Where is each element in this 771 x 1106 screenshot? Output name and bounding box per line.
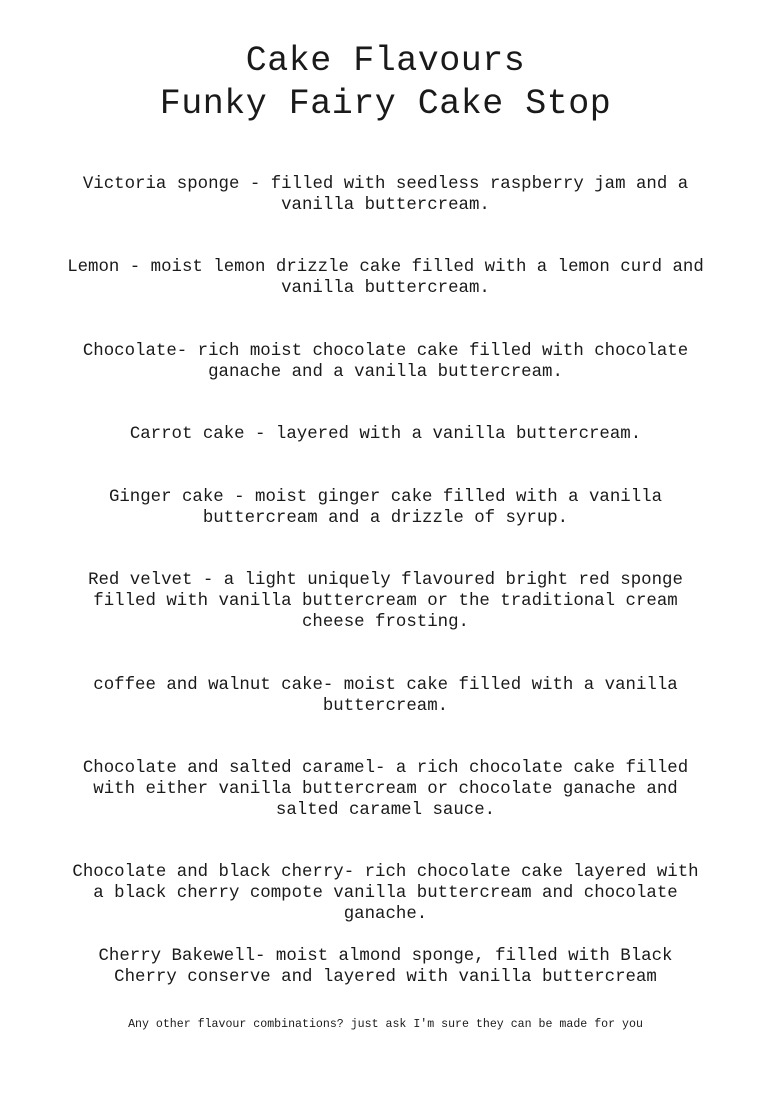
flavour-chocolate-black-cherry: Chocolate and black cherry- rich chocolate cake layered with a black cherry compote vanilla buttercream and chocolate ganache. — [72, 863, 699, 924]
flavour-cherry-bakewell: Cherry Bakewell- moist almond sponge, filled with Black Cherry conserve and layered with vanilla buttercream — [98, 947, 673, 987]
flavour-chocolate: Chocolate- rich moist chocolate cake filled with chocolate ganache and a vanilla buttercream. — [82, 342, 689, 382]
flavour-victoria-sponge: Victoria sponge - filled with seedless raspberry jam and a vanilla buttercream. — [82, 175, 689, 215]
flavour-coffee-walnut: coffee and walnut cake- moist cake filled with a vanilla buttercream. — [93, 676, 678, 716]
flavour-ginger-cake: Ginger cake - moist ginger cake filled with a vanilla buttercream and a drizzle of syrup. — [108, 488, 663, 528]
shop-name: Funky Fairy Cake Stop — [159, 84, 612, 124]
page-title: Cake Flavours — [245, 41, 526, 81]
flavour-red-velvet: Red velvet - a light uniquely flavoured bright red sponge filled with vanilla buttercream or the traditional cream cheese frosting. — [88, 571, 683, 632]
flavour-chocolate-salted-caramel: Chocolate and salted caramel- a rich chocolate cake filled with either vanilla buttercream or chocolate ganache and salted caramel sauce. — [82, 759, 689, 820]
flavour-lemon: Lemon - moist lemon drizzle cake filled with a lemon curd and vanilla buttercream. — [67, 258, 704, 298]
flavour-carrot-cake: Carrot cake - layered with a vanilla buttercream. — [129, 425, 642, 444]
footer-note: Any other flavour combinations? just ask I'm sure they can be made for you — [128, 1018, 643, 1031]
